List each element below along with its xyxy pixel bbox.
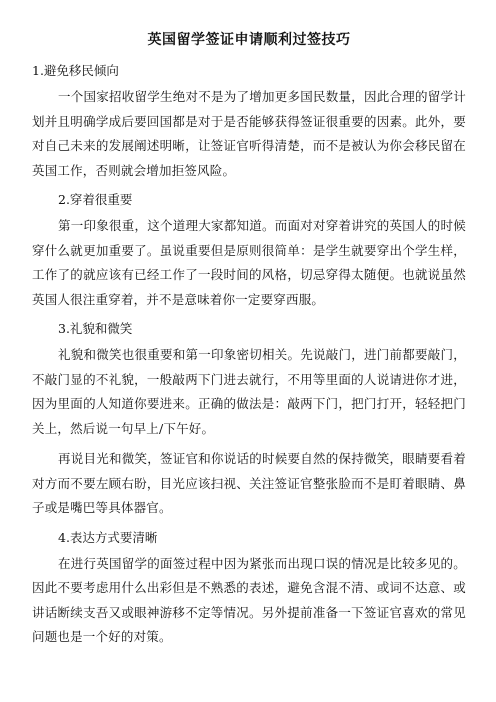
paragraph: 再说目光和微笑，签证官和你说话的时候要自然的保持微笑，眼睛要看着对方而不要左顾右盼，目光应该扫视、关注签证官整张脸而不是盯着眼睛、鼻子或是嘴巴等具体器官。 xyxy=(32,451,466,515)
page-title: 英国留学签证申请顺利过签技巧 xyxy=(147,32,351,48)
section-heading: 3.礼貌和微笑 xyxy=(58,321,133,336)
paragraph: 在进行英国留学的面签过程中因为紧张而出现口误的情况是比较多见的。因此不要考虑用什么出彩但是不熟悉的表述，避免含混不清、或词不达意、或讲话断续支吾又或眼神游移不定等情况。另外提前准备一下签证官喜欢的常见问题也是一个好的对策。 xyxy=(32,555,466,644)
section-3 xyxy=(32,318,466,521)
paragraph: 第一印象很重，这个道理大家都知道。而面对对穿着讲究的英国人的时候穿什么就更加重要了。虽说重要但是原则很简单：是学生就要穿出个学生样，工作了的就应该有已经工作了一段时间的风格，切忌穿得太随便。也就说虽然英国人很注重穿着，并不是意味着你一定要穿西服。 xyxy=(32,218,466,307)
section-heading: 1.避免移民倾向 xyxy=(32,63,119,78)
paragraph: 一个国家招收留学生绝对不是为了增加更多国民数量，因此合理的留学计划并且明确学成后要回国都是对于是否能够获得签证很重要的因素。此外，要对自己未来的发展阐述明晰，让签证官听得清楚，而不是被认为你会移民留在英国工作，否则就会增加拒签风险。 xyxy=(32,89,466,178)
section-2 xyxy=(32,189,466,312)
section-heading: 2.穿着很重要 xyxy=(58,192,133,207)
section-1 xyxy=(32,60,466,183)
section-4 xyxy=(32,527,466,650)
section-heading: 4.表达方式要清晰 xyxy=(58,529,158,545)
paragraph: 礼貌和微笑也很重要和第一印象密切相关。先说敲门，进门前都要敲门，不敲门显的不礼貌，一般敲两下门进去就行，不用等里面的人说请进你才进，因为里面的人知道你要进来。正确的做法是：敲两下门，把门打开，轻轻把门关上，然后说一句早上/下午好。 xyxy=(32,347,466,436)
